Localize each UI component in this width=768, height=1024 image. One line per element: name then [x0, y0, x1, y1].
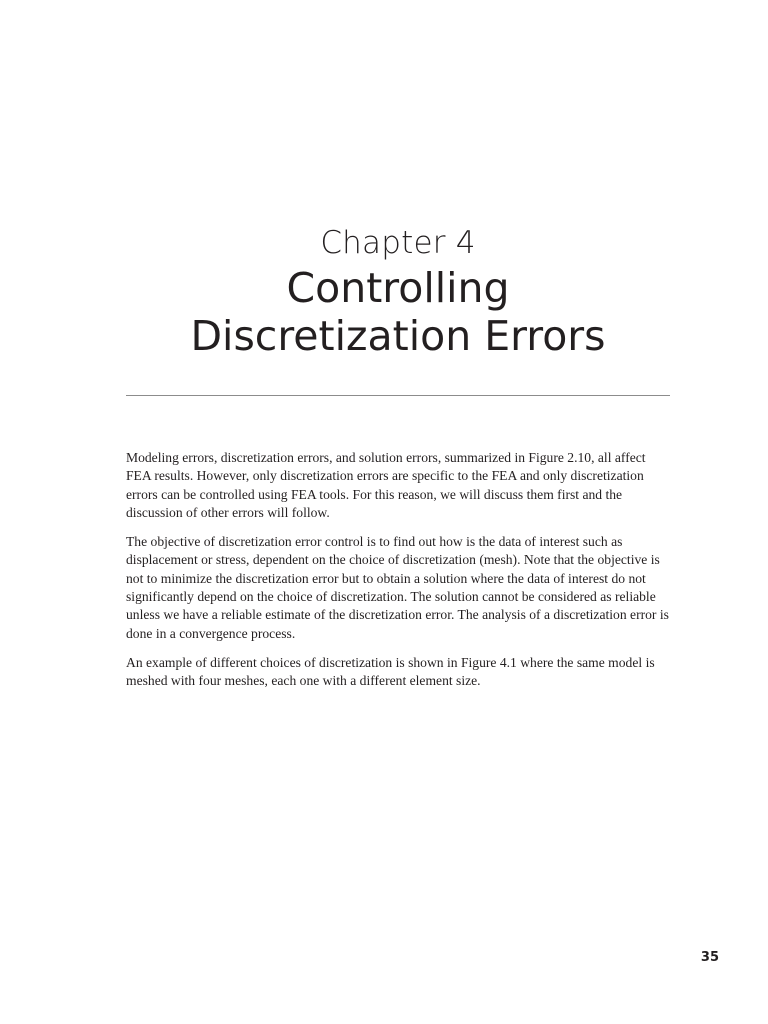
chapter-title-line-2: Discretization Errors	[190, 312, 606, 360]
chapter-title	[0, 264, 768, 360]
heading-divider	[126, 395, 670, 396]
paragraph-3: An example of different choices of discretization is shown in Figure 4.1 where the same model is meshed with four meshes, each one with a different element size.	[126, 654, 655, 689]
paragraph-2: The objective of discretization error control is to find out how is the data of interest such as displacement or stress, dependent on the choice of discretization (mesh). Note that the objective is not to minimize the discretization error but to obtain a solution where the data of interest do not significantly depend on the choice of discretization. The solution cannot be considered as reliable unless we have a reliable estimate of the discretization error. The analysis of a discretization error is done in a convergence process.	[126, 534, 669, 641]
chapter-label: Chapter 4	[320, 225, 476, 261]
body-text	[126, 449, 672, 702]
chapter-title-line-1: Controlling	[286, 264, 510, 312]
chapter-heading	[0, 222, 768, 360]
page-number: 35	[700, 950, 719, 965]
paragraph-1: Modeling errors, discretization errors, and solution errors, summarized in Figure 2.10, all affect FEA results. However, only discretization errors are specific to the FEA and only discretization errors can be controlled using FEA tools. For this reason, we will discuss them first and the discussion of other errors will follow.	[126, 450, 646, 520]
